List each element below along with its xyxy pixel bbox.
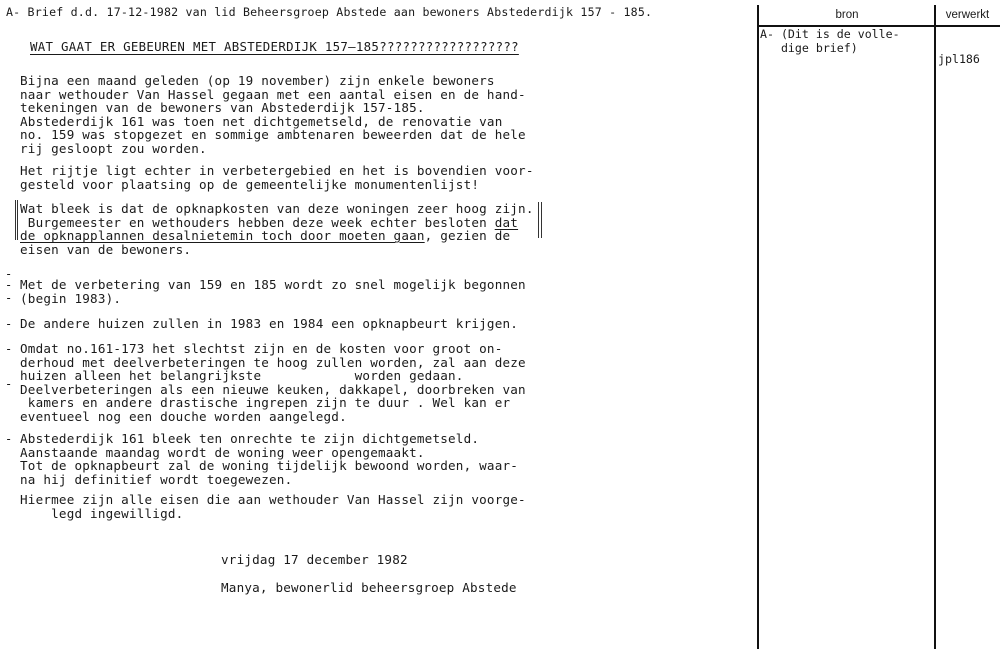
side-table [757, 5, 1000, 649]
document-header: A- Brief d.d. 17-12-1982 van lid Beheersgroep Abstede aan bewoners Abstederdijk 157 - 185. [6, 5, 653, 19]
margin-bar-right-2 [541, 202, 542, 238]
paragraph-kosten [20, 202, 534, 256]
bron-entry: A- (Dit is de volle- dige brief) [760, 27, 900, 55]
kosten-underlined-2: de opknapplannen desalnietemin toch door moeten gaan [20, 228, 425, 244]
kosten-line-2: Burgemeester en wethouders hebben deze week echter besloten [20, 214, 495, 230]
list-item-no161-173: Omdat no.161-173 het slechtst zijn en de kosten voor groot on- derhoud met deelverbeteringen te hoog zullen worden, zal aan deze huizen alleen het belangrijkste worden gedaan. Deelverbeteringen als een nieuwe keuken, dakkapel, doorbreken van kamers en andere drastische ingrepen zijn te duur . Wel kan er eventueel nog een douche worden aangelegd. [20, 341, 526, 424]
item-marker: - [5, 278, 13, 292]
margin-bar-right [538, 202, 539, 238]
item-marker: - [5, 342, 13, 356]
paragraph-intro: Bijna een maand geleden (op 19 november) zijn enkele bewoners naar wethouder Van Hassel gegaan met een aantal eisen en de hand- tekeningen van de bewoners van Abstederdijk 157-185. Abstederdijk 161 was toen net dichtgemetseld, de renovatie van no. 159 was stopgezet en sommige ambtenaren beweerden dat de hele rij gesloopt zou worden. [20, 73, 526, 156]
table-column-divider [934, 5, 936, 649]
item-marker: - [5, 291, 13, 305]
letter-title: WAT GAAT ER GEBEUREN MET ABSTEDERDIJK 157–185?????????????????? [30, 39, 519, 54]
list-item-andere-huizen: De andere huizen zullen in 1983 en 1984 een opknapbeurt krijgen. [20, 316, 519, 331]
item-marker: - [5, 317, 13, 331]
list-item-verbetering: Met de verbetering van 159 en 185 wordt zo snel mogelijk begonnen (begin 1983). [20, 277, 526, 306]
item-marker: - [5, 432, 13, 446]
column-header-verwerkt: verwerkt [945, 9, 990, 21]
paragraph-closing: Hiermee zijn alle eisen die aan wethouder Van Hassel zijn voorge- legd ingewilligd. [20, 492, 526, 521]
margin-bar-left [15, 200, 16, 240]
kosten-line-4: eisen van de bewoners. [20, 241, 192, 257]
list-item-abstederdijk-161: Abstederdijk 161 bleek ten onrechte te zijn dichtgemetseld. Aanstaande maandag wordt de woning weer opengemaakt. Tot de opknapbeurt zal de woning tijdelijk bewoond worden, waar- na hij definitief wordt toegewezen. [20, 431, 519, 487]
item-marker: - [5, 377, 13, 391]
date-line: vrijdag 17 december 1982 [221, 552, 408, 567]
table-border-left [757, 5, 759, 649]
kosten-line-1: Wat bleek is dat de opknapkosten van deze woningen zeer hoog zijn. [20, 201, 534, 216]
kosten-line-3: , gezien de [424, 228, 511, 244]
margin-bar-left-2 [17, 200, 18, 240]
kosten-underlined-1: dat [494, 214, 519, 230]
item-marker: - [5, 267, 13, 281]
signature: Manya, bewonerlid beheersgroep Abstede [221, 580, 517, 595]
column-header-bron: bron [835, 9, 859, 21]
paragraph-verbetergebied: Het rijtje ligt echter in verbetergebied en het is bovendien voor- gesteld voor plaatsing op de gemeentelijke monumentenlijst! [20, 163, 534, 192]
verwerkt-entry: jpl186 [938, 52, 980, 66]
